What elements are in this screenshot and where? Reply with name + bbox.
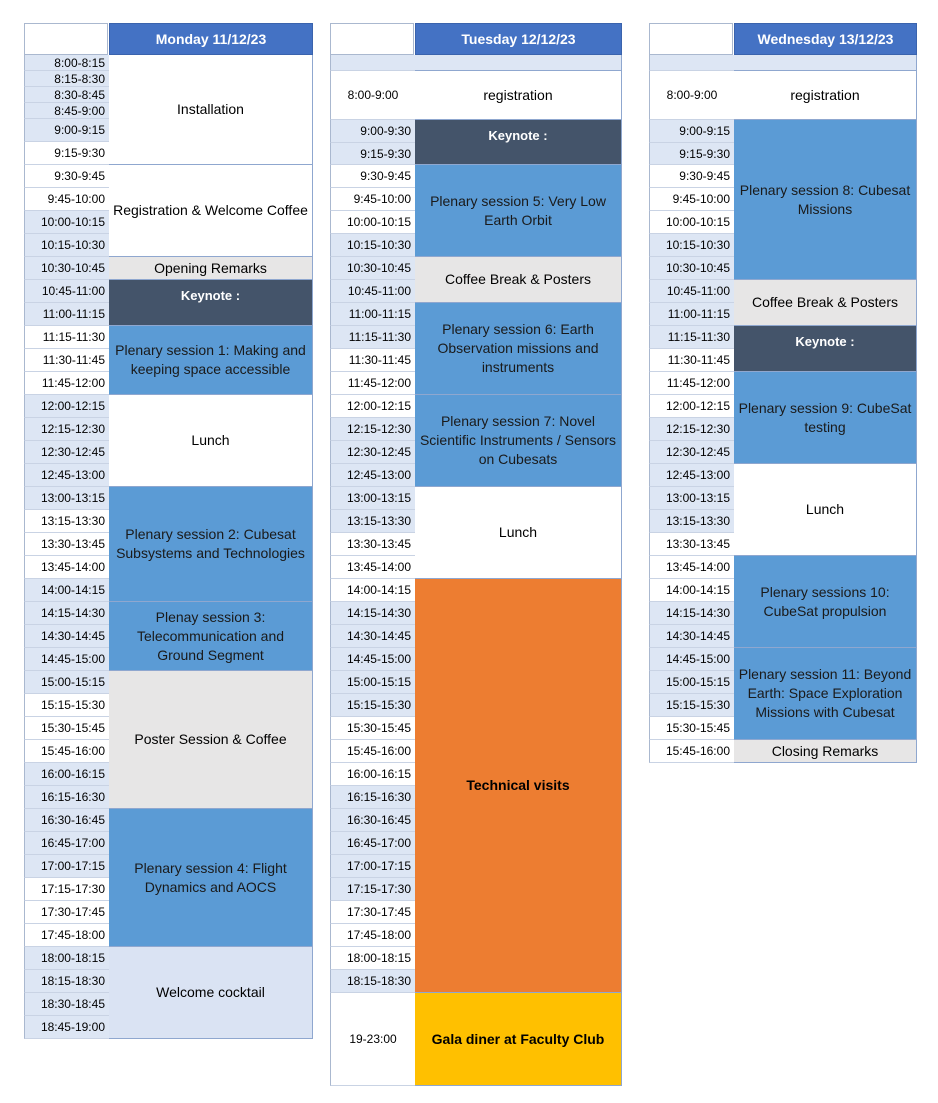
session-block: Plenary session 4: Flight Dynamics and AOCS [109, 809, 313, 947]
time-slot: 18:15-18:30 [330, 970, 415, 993]
time-slot: 9:45-10:00 [649, 188, 734, 211]
time-slot: 15:45-16:00 [649, 740, 734, 763]
time-slot: 10:00-10:15 [330, 211, 415, 234]
wednesday-header: Wednesday 13/12/23 [734, 23, 917, 55]
time-slot: 10:45-11:00 [649, 280, 734, 303]
time-slot: 9:15-9:30 [24, 142, 109, 165]
time-slot: 15:00-15:15 [330, 671, 415, 694]
time-slot: 11:15-11:30 [330, 326, 415, 349]
time-slot: 8:45-9:00 [24, 103, 109, 119]
time-slot: 13:30-13:45 [24, 533, 109, 556]
time-slot: 9:45-10:00 [24, 188, 109, 211]
time-slot: 14:00-14:15 [24, 579, 109, 602]
time-slot: 11:45-12:00 [330, 372, 415, 395]
time-slot: 9:00-9:15 [24, 119, 109, 142]
session-block: Gala diner at Faculty Club [415, 993, 622, 1086]
time-slot: 11:45-12:00 [24, 372, 109, 395]
time-slot: 15:15-15:30 [330, 694, 415, 717]
tuesday-header: Tuesday 12/12/23 [415, 23, 622, 55]
time-slot: 14:45-15:00 [24, 648, 109, 671]
time-slot: 11:30-11:45 [330, 349, 415, 372]
session-block: Plenary session 6: Earth Observation missions and instruments [415, 303, 622, 395]
time-slot: 8:15-8:30 [24, 71, 109, 87]
session-block: Lunch [734, 464, 917, 556]
time-slot: 17:45-18:00 [24, 924, 109, 947]
time-slot: 13:00-13:15 [330, 487, 415, 510]
time-slot: 16:15-16:30 [24, 786, 109, 809]
session-block: Opening Remarks [109, 257, 313, 280]
session-block: Plenary session 7: Novel Scientific Instruments / Sensors on Cubesats [415, 395, 622, 487]
time-slot: 13:45-14:00 [330, 556, 415, 579]
time-slot: 16:30-16:45 [330, 809, 415, 832]
time-slot: 15:15-15:30 [649, 694, 734, 717]
session-block: Coffee Break & Posters [415, 257, 622, 303]
time-slot: 12:30-12:45 [649, 441, 734, 464]
time-slot: 12:15-12:30 [24, 418, 109, 441]
time-slot: 11:00-11:15 [649, 303, 734, 326]
time-slot: 16:30-16:45 [24, 809, 109, 832]
time-slot: 16:45-17:00 [24, 832, 109, 855]
time-slot: 15:30-15:45 [24, 717, 109, 740]
time-slot: 19-23:00 [330, 993, 415, 1086]
time-slot: 14:15-14:30 [649, 602, 734, 625]
time-slot: 15:45-16:00 [330, 740, 415, 763]
wednesday-header-corner [649, 23, 733, 55]
time-slot: 18:00-18:15 [24, 947, 109, 970]
time-slot: 9:30-9:45 [24, 165, 109, 188]
time-slot: 13:15-13:30 [649, 510, 734, 533]
time-slot: 11:45-12:00 [649, 372, 734, 395]
time-slot: 13:30-13:45 [649, 533, 734, 556]
blank-strip [649, 55, 734, 71]
time-slot: 13:45-14:00 [649, 556, 734, 579]
time-slot: 14:30-14:45 [24, 625, 109, 648]
time-slot: 14:30-14:45 [330, 625, 415, 648]
time-slot: 18:00-18:15 [330, 947, 415, 970]
session-block: Welcome cocktail [109, 947, 313, 1039]
time-slot: 12:15-12:30 [330, 418, 415, 441]
time-slot: 12:00-12:15 [330, 395, 415, 418]
time-slot: 12:45-13:00 [649, 464, 734, 487]
time-slot: 10:30-10:45 [649, 257, 734, 280]
session-block: Keynote : [734, 326, 917, 372]
time-slot: 10:45-11:00 [330, 280, 415, 303]
session-block: Technical visits [415, 579, 622, 993]
time-slot: 18:15-18:30 [24, 970, 109, 993]
time-slot: 10:30-10:45 [330, 257, 415, 280]
time-slot: 14:45-15:00 [649, 648, 734, 671]
session-block: registration [415, 71, 622, 120]
time-slot: 16:00-16:15 [330, 763, 415, 786]
time-slot: 12:30-12:45 [24, 441, 109, 464]
time-slot: 15:45-16:00 [24, 740, 109, 763]
time-slot: 12:00-12:15 [649, 395, 734, 418]
time-slot: 14:00-14:15 [330, 579, 415, 602]
time-slot: 10:15-10:30 [649, 234, 734, 257]
session-block: Lunch [415, 487, 622, 579]
time-slot: 10:45-11:00 [24, 280, 109, 303]
time-slot: 13:15-13:30 [330, 510, 415, 533]
time-slot: 18:30-18:45 [24, 993, 109, 1016]
time-slot: 11:15-11:30 [649, 326, 734, 349]
time-slot: 11:30-11:45 [24, 349, 109, 372]
time-slot: 14:15-14:30 [24, 602, 109, 625]
session-block: Plenary session 2: Cubesat Subsystems and Technologies [109, 487, 313, 602]
session-block: Coffee Break & Posters [734, 280, 917, 326]
time-slot: 14:45-15:00 [330, 648, 415, 671]
time-slot: 15:30-15:45 [649, 717, 734, 740]
session-block: Plenary session 5: Very Low Earth Orbit [415, 165, 622, 257]
monday-header-corner [24, 23, 108, 55]
session-block: Plenary session 11: Beyond Earth: Space Exploration Missions with Cubesat [734, 648, 917, 740]
time-slot: 8:30-8:45 [24, 87, 109, 103]
blank-strip [415, 55, 622, 71]
time-slot: 10:00-10:15 [24, 211, 109, 234]
time-slot: 14:00-14:15 [649, 579, 734, 602]
time-slot: 12:45-13:00 [24, 464, 109, 487]
session-block: Plenary session 9: CubeSat testing [734, 372, 917, 464]
time-slot: 9:30-9:45 [649, 165, 734, 188]
time-slot: 12:00-12:15 [24, 395, 109, 418]
session-block: Keynote : [109, 280, 313, 326]
session-block: Registration & Welcome Coffee [109, 165, 313, 257]
time-slot: 17:30-17:45 [330, 901, 415, 924]
time-slot: 10:30-10:45 [24, 257, 109, 280]
time-slot: 17:00-17:15 [24, 855, 109, 878]
session-block: Lunch [109, 395, 313, 487]
time-slot: 17:45-18:00 [330, 924, 415, 947]
time-slot: 15:00-15:15 [649, 671, 734, 694]
time-slot: 11:30-11:45 [649, 349, 734, 372]
time-slot: 10:15-10:30 [24, 234, 109, 257]
time-slot: 17:15-17:30 [330, 878, 415, 901]
time-slot: 18:45-19:00 [24, 1016, 109, 1039]
session-block: Plenay session 3: Telecommunication and Ground Segment [109, 602, 313, 671]
time-slot: 16:00-16:15 [24, 763, 109, 786]
time-slot: 17:15-17:30 [24, 878, 109, 901]
time-slot: 8:00-9:00 [330, 71, 415, 120]
time-slot: 9:15-9:30 [649, 143, 734, 165]
session-block: Plenary session 1: Making and keeping space accessible [109, 326, 313, 395]
time-slot: 8:00-9:00 [649, 71, 734, 120]
time-slot: 12:45-13:00 [330, 464, 415, 487]
time-slot: 17:00-17:15 [330, 855, 415, 878]
time-slot: 9:45-10:00 [330, 188, 415, 211]
session-block: Installation [109, 55, 313, 165]
time-slot: 9:00-9:30 [330, 120, 415, 143]
monday-header: Monday 11/12/23 [109, 23, 313, 55]
time-slot: 9:00-9:15 [649, 120, 734, 143]
time-slot: 15:15-15:30 [24, 694, 109, 717]
time-slot: 13:00-13:15 [649, 487, 734, 510]
session-block: Closing Remarks [734, 740, 917, 763]
time-slot: 12:15-12:30 [649, 418, 734, 441]
session-block: registration [734, 71, 917, 120]
time-slot: 9:30-9:45 [330, 165, 415, 188]
time-slot: 15:00-15:15 [24, 671, 109, 694]
time-slot: 14:30-14:45 [649, 625, 734, 648]
time-slot: 9:15-9:30 [330, 143, 415, 165]
time-slot: 17:30-17:45 [24, 901, 109, 924]
time-slot: 11:00-11:15 [330, 303, 415, 326]
time-slot: 11:00-11:15 [24, 303, 109, 326]
tuesday-header-corner [330, 23, 414, 55]
time-slot: 15:30-15:45 [330, 717, 415, 740]
time-slot: 13:00-13:15 [24, 487, 109, 510]
time-slot: 10:15-10:30 [330, 234, 415, 257]
blank-strip [734, 55, 917, 71]
session-block: Plenary sessions 10: CubeSat propulsion [734, 556, 917, 648]
time-slot: 13:30-13:45 [330, 533, 415, 556]
time-slot: 11:15-11:30 [24, 326, 109, 349]
session-block: Poster Session & Coffee [109, 671, 313, 809]
time-slot: 14:15-14:30 [330, 602, 415, 625]
time-slot: 13:45-14:00 [24, 556, 109, 579]
session-block: Keynote : [415, 120, 622, 165]
time-slot: 16:15-16:30 [330, 786, 415, 809]
time-slot: 10:00-10:15 [649, 211, 734, 234]
session-block: Plenary session 8: Cubesat Missions [734, 120, 917, 280]
blank-strip [330, 55, 415, 71]
time-slot: 12:30-12:45 [330, 441, 415, 464]
time-slot: 13:15-13:30 [24, 510, 109, 533]
time-slot: 8:00-8:15 [24, 55, 109, 71]
time-slot: 16:45-17:00 [330, 832, 415, 855]
